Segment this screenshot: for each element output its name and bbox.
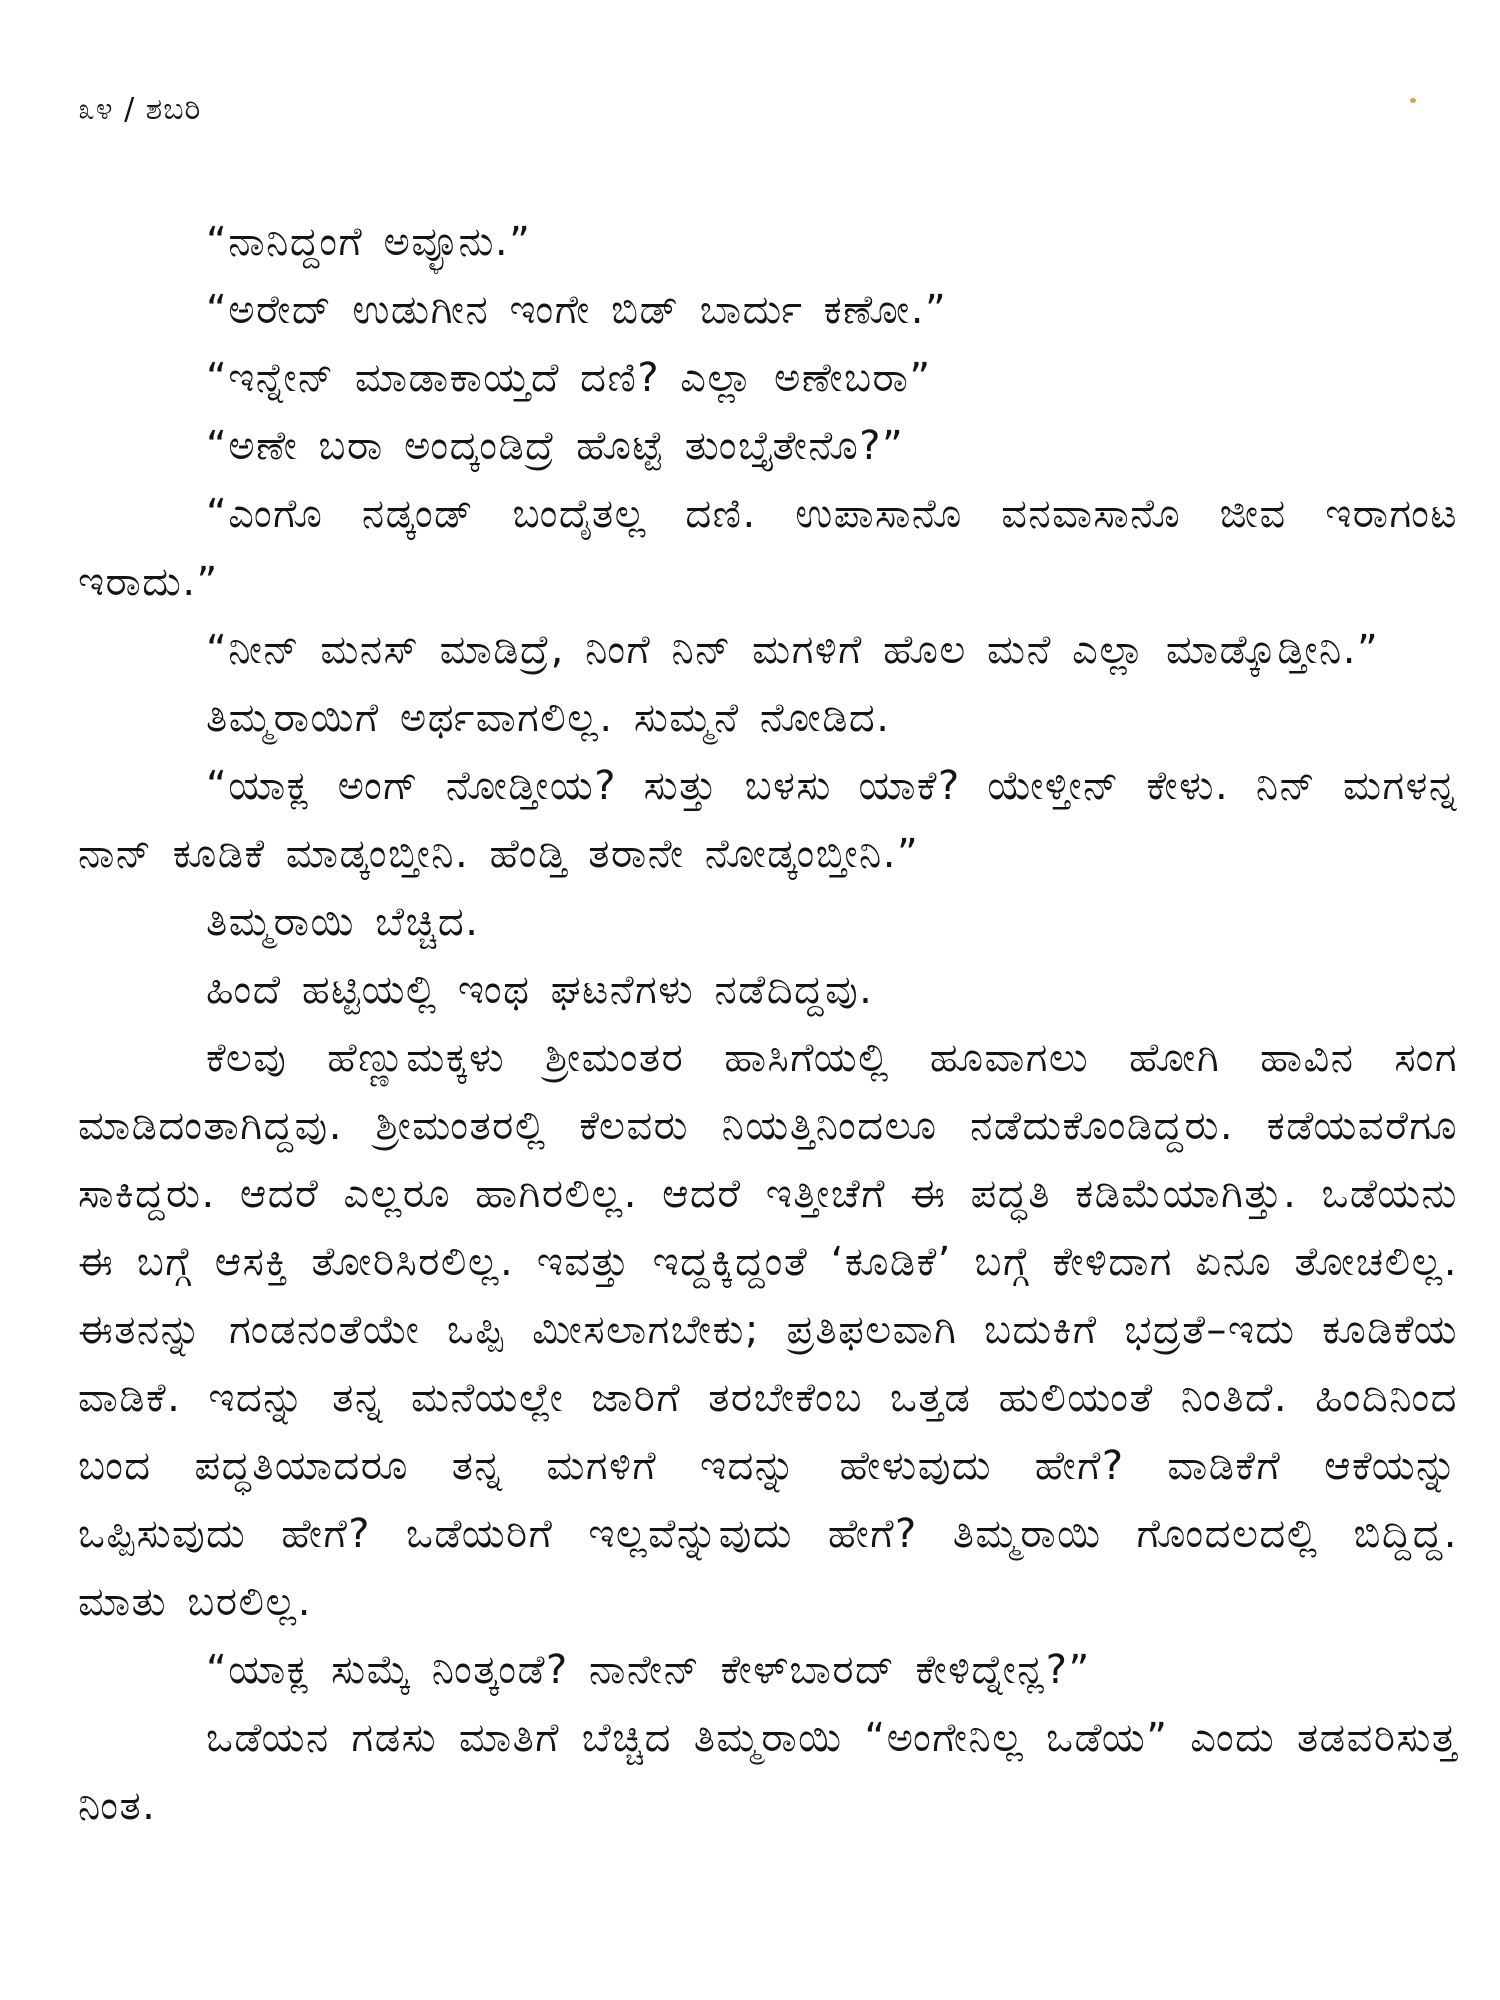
paragraph: “ನಾನಿದ್ದಂಗೆ ಅವ್ಳೂನು.”: [206, 219, 532, 265]
paragraph: ಹಿಂದೆ ಹಟ್ಟಿಯಲ್ಲಿ ಇಂಥ ಘಟನೆಗಳು ನಡೆದಿದ್ದವು.: [206, 967, 874, 1013]
paragraph: “ಅರೇದ್ ಉಡುಗೀನ ಇಂಗೇ ಬಿಡ್ ಬಾರ್ದು ಕಣೋ.”: [206, 287, 948, 333]
paragraph: ಕೆಲವು ಹೆಣ್ಣುಮಕ್ಕಳು ಶ್ರೀಮಂತರ ಹಾಸಿಗೆಯಲ್ಲಿ ಹೂವಾಗಲು ಹೋಗಿ ಹಾವಿನ ಸಂಗ ಮಾಡಿದಂತಾಗಿದ್ದವು. ಶ್ರೀಮಂತರಲ್ಲಿ ಕೆಲವರು ನಿಯತ್ತಿನಿಂದಲೂ ನಡೆದುಕೊಂಡಿದ್ದರು. ಕಡೆಯವರೆಗೂ ಸಾಕಿದ್ದರು. ಆದರೆ ಎಲ್ಲರೂ ಹಾಗಿರಲಿಲ್ಲ. ಆದರೆ ಇತ್ತೀಚೆಗೆ ಈ ಪದ್ಧತಿ ಕಡಿಮೆಯಾಗಿತ್ತು. ಒಡೆಯನು ಈ ಬಗ್ಗೆ ಆಸಕ್ತಿ ತೋರಿಸಿರಲಿಲ್ಲ. ಇವತ್ತು ಇದ್ದಕ್ಕಿದ್ದಂತೆ ‘ಕೂಡಿಕೆ’ ಬಗ್ಗೆ ಕೇಳಿದಾಗ ಏನೂ ತೋಚಲಿಲ್ಲ. ಈತನನ್ನು ಗಂಡನಂತೆಯೇ ಒಪ್ಪಿ ಮೀಸಲಾಗಬೇಕು; ಪ್ರತಿಫಲವಾಗಿ ಬದುಕಿಗೆ ಭದ್ರತೆ–ಇದು ಕೂಡಿಕೆಯ ವಾಡಿಕೆ. ಇದನ್ನು ತನ್ನ ಮನೆಯಲ್ಲೇ ಜಾರಿಗೆ ತರಬೇಕೆಂಬ ಒತ್ತಡ ಹುಲಿಯಂತೆ ನಿಂತಿದೆ. ಹಿಂದಿನಿಂದ ಬಂದ ಪದ್ಧತಿಯಾದರೂ ತನ್ನ ಮಗಳಿಗೆ ಇದನ್ನು ಹೇಳುವುದು ಹೇಗೆ? ವಾಡಿಕೆಗೆ ಆಕೆಯನ್ನು ಒಪ್ಪಿಸುವುದು ಹೇಗೆ? ಒಡೆಯರಿಗೆ ಇಲ್ಲವೆನ್ನುವುದು ಹೇಗೆ? ತಿಮ್ಮರಾಯಿ ಗೊಂದಲದಲ್ಲಿ ಬಿದ್ದಿದ್ದ. ಮಾತು ಬರಲಿಲ್ಲ.: [78, 1035, 1458, 1625]
body-text: [78, 208, 1458, 1840]
paragraph: “ಅಣೇ ಬರಾ ಅಂದ್ಕಂಡಿದ್ರೆ ಹೊಟ್ಟೆ ತುಂಬ್ತೈತೇನೊ?”: [206, 423, 905, 469]
paragraph: “ಇನ್ನೇನ್ ಮಾಡಾಕಾಯ್ತದೆ ದಣಿ? ಎಲ್ಲಾ ಅಣೇಬರಾ”: [206, 355, 932, 401]
ink-speck: [1410, 98, 1416, 103]
paragraph: ತಿಮ್ಮರಾಯಿಗೆ ಅರ್ಥವಾಗಲಿಲ್ಲ. ಸುಮ್ಮನೆ ನೋಡಿದ.: [206, 695, 891, 741]
paragraph: “ಯಾಕ್ಲ ಅಂಗ್ ನೋಡ್ತೀಯ? ಸುತ್ತು ಬಳಸು ಯಾಕೆ? ಯೇಳ್ತೀನ್ ಕೇಳು. ನಿನ್ ಮಗಳನ್ನ ನಾನ್ ಕೂಡಿಕೆ ಮಾಡ್ಕಂಬ್ತೀನಿ. ಹೆಂಡ್ತಿ ತರಾನೇ ನೋಡ್ಕಂಬ್ತೀನಿ.”: [78, 763, 1458, 877]
paragraph: ಒಡೆಯನ ಗಡಸು ಮಾತಿಗೆ ಬೆಚ್ಚಿದ ತಿಮ್ಮರಾಯಿ “ಅಂಗೇನಿಲ್ಲ ಒಡೆಯ” ಎಂದು ತಡವರಿಸುತ್ತ ನಿಂತ.: [78, 1715, 1458, 1829]
paragraph: “ಯಾಕ್ಲ ಸುಮ್ಕೆ ನಿಂತ್ಕಂಡೆ? ನಾನೇನ್ ಕೇಳ್‌ಬಾರದ್ ಕೇಳಿದ್ನೇನ್ಲ?”: [206, 1647, 1091, 1693]
paragraph: “ಎಂಗೊ ನಡ್ಕಂಡ್ ಬಂದೈತಲ್ಲ ದಣಿ. ಉಪಾಸಾನೊ ವನವಾಸಾನೊ ಜೀವ ಇರಾಗಂಟ ಇರಾದು.”: [78, 491, 1458, 605]
page-header: ೩೪ / ಶಬರಿ: [78, 92, 202, 127]
paragraph: “ನೀನ್ ಮನಸ್ ಮಾಡಿದ್ರೆ, ನಿಂಗೆ ನಿನ್ ಮಗಳಿಗೆ ಹೊಲ ಮನೆ ಎಲ್ಲಾ ಮಾಡ್ಕೊಡ್ತೀನಿ.”: [206, 627, 1380, 673]
paragraph: ತಿಮ್ಮರಾಯಿ ಬೆಚ್ಚಿದ.: [206, 899, 480, 945]
